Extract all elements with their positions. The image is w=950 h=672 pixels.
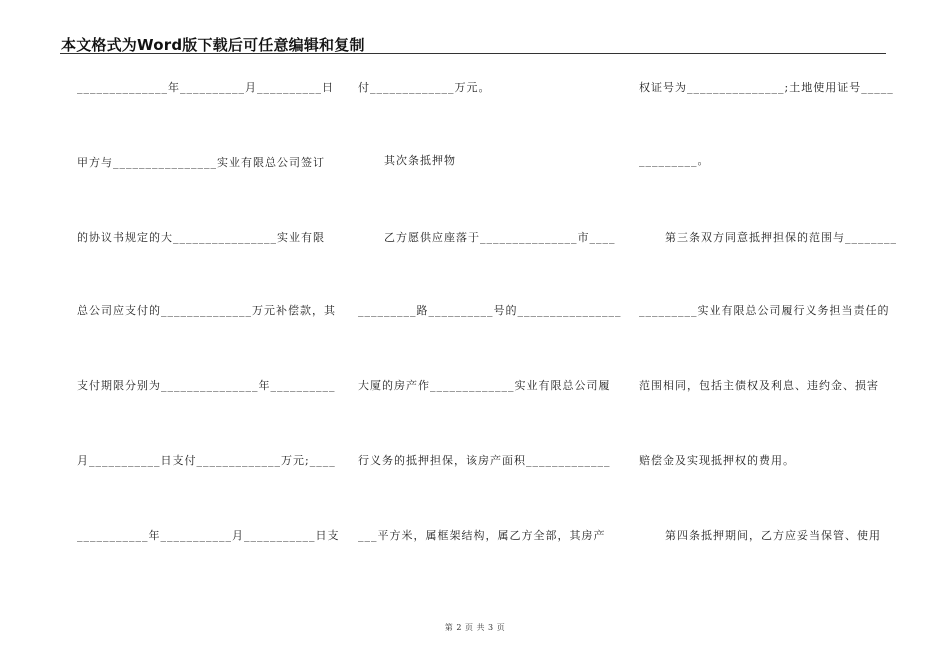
text-line: 总公司应支付的______________万元补偿款，其 bbox=[77, 304, 336, 317]
text-line: 乙方愿供应座落于_______________市____ bbox=[384, 231, 616, 244]
text-line: 范围相同，包括主债权及利息、违约金、损害 bbox=[639, 379, 879, 392]
text-line: 大厦的房产作_____________实业有限总公司履 bbox=[358, 379, 611, 392]
section-heading: 第三条双方同意抵押担保的范围与________ bbox=[665, 231, 897, 244]
text-line: 月___________日支付_____________万元;____ bbox=[77, 454, 336, 467]
text-line: ___平方米，属框架结构，属乙方全部，其房产 bbox=[358, 529, 606, 542]
text-line: 甲方与________________实业有限总公司签订 bbox=[77, 156, 325, 169]
page-number: 第 2 页 共 3 页 bbox=[444, 623, 506, 632]
section-heading: 第四条抵押期间，乙方应妥当保管、使用 bbox=[665, 529, 881, 542]
text-line: 行义务的抵押担保，该房产面积_____________ bbox=[358, 454, 611, 467]
text-line: 支付期限分别为_______________年__________ bbox=[77, 379, 336, 392]
text-line: ___________年___________月___________日支 bbox=[77, 529, 340, 542]
text-line: 付_____________万元。 bbox=[358, 81, 491, 94]
text-line: _________。 bbox=[639, 154, 710, 167]
text-line: 权证号为_______________;土地使用证号_____ bbox=[639, 81, 894, 94]
text-line: 赔偿金及实现抵押权的费用。 bbox=[639, 454, 795, 467]
text-line: _________路__________号的________________ bbox=[358, 304, 622, 317]
section-heading: 其次条抵押物 bbox=[384, 154, 456, 167]
text-line: _________实业有限总公司履行义务担当责任的 bbox=[639, 304, 890, 317]
document-header-title: 本文格式为Word版下载后可任意编辑和复制 bbox=[61, 36, 365, 54]
header-divider bbox=[60, 53, 886, 54]
text-line: 的协议书规定的大________________实业有限 bbox=[77, 231, 325, 244]
text-line: ______________年__________月__________日 bbox=[77, 81, 334, 94]
